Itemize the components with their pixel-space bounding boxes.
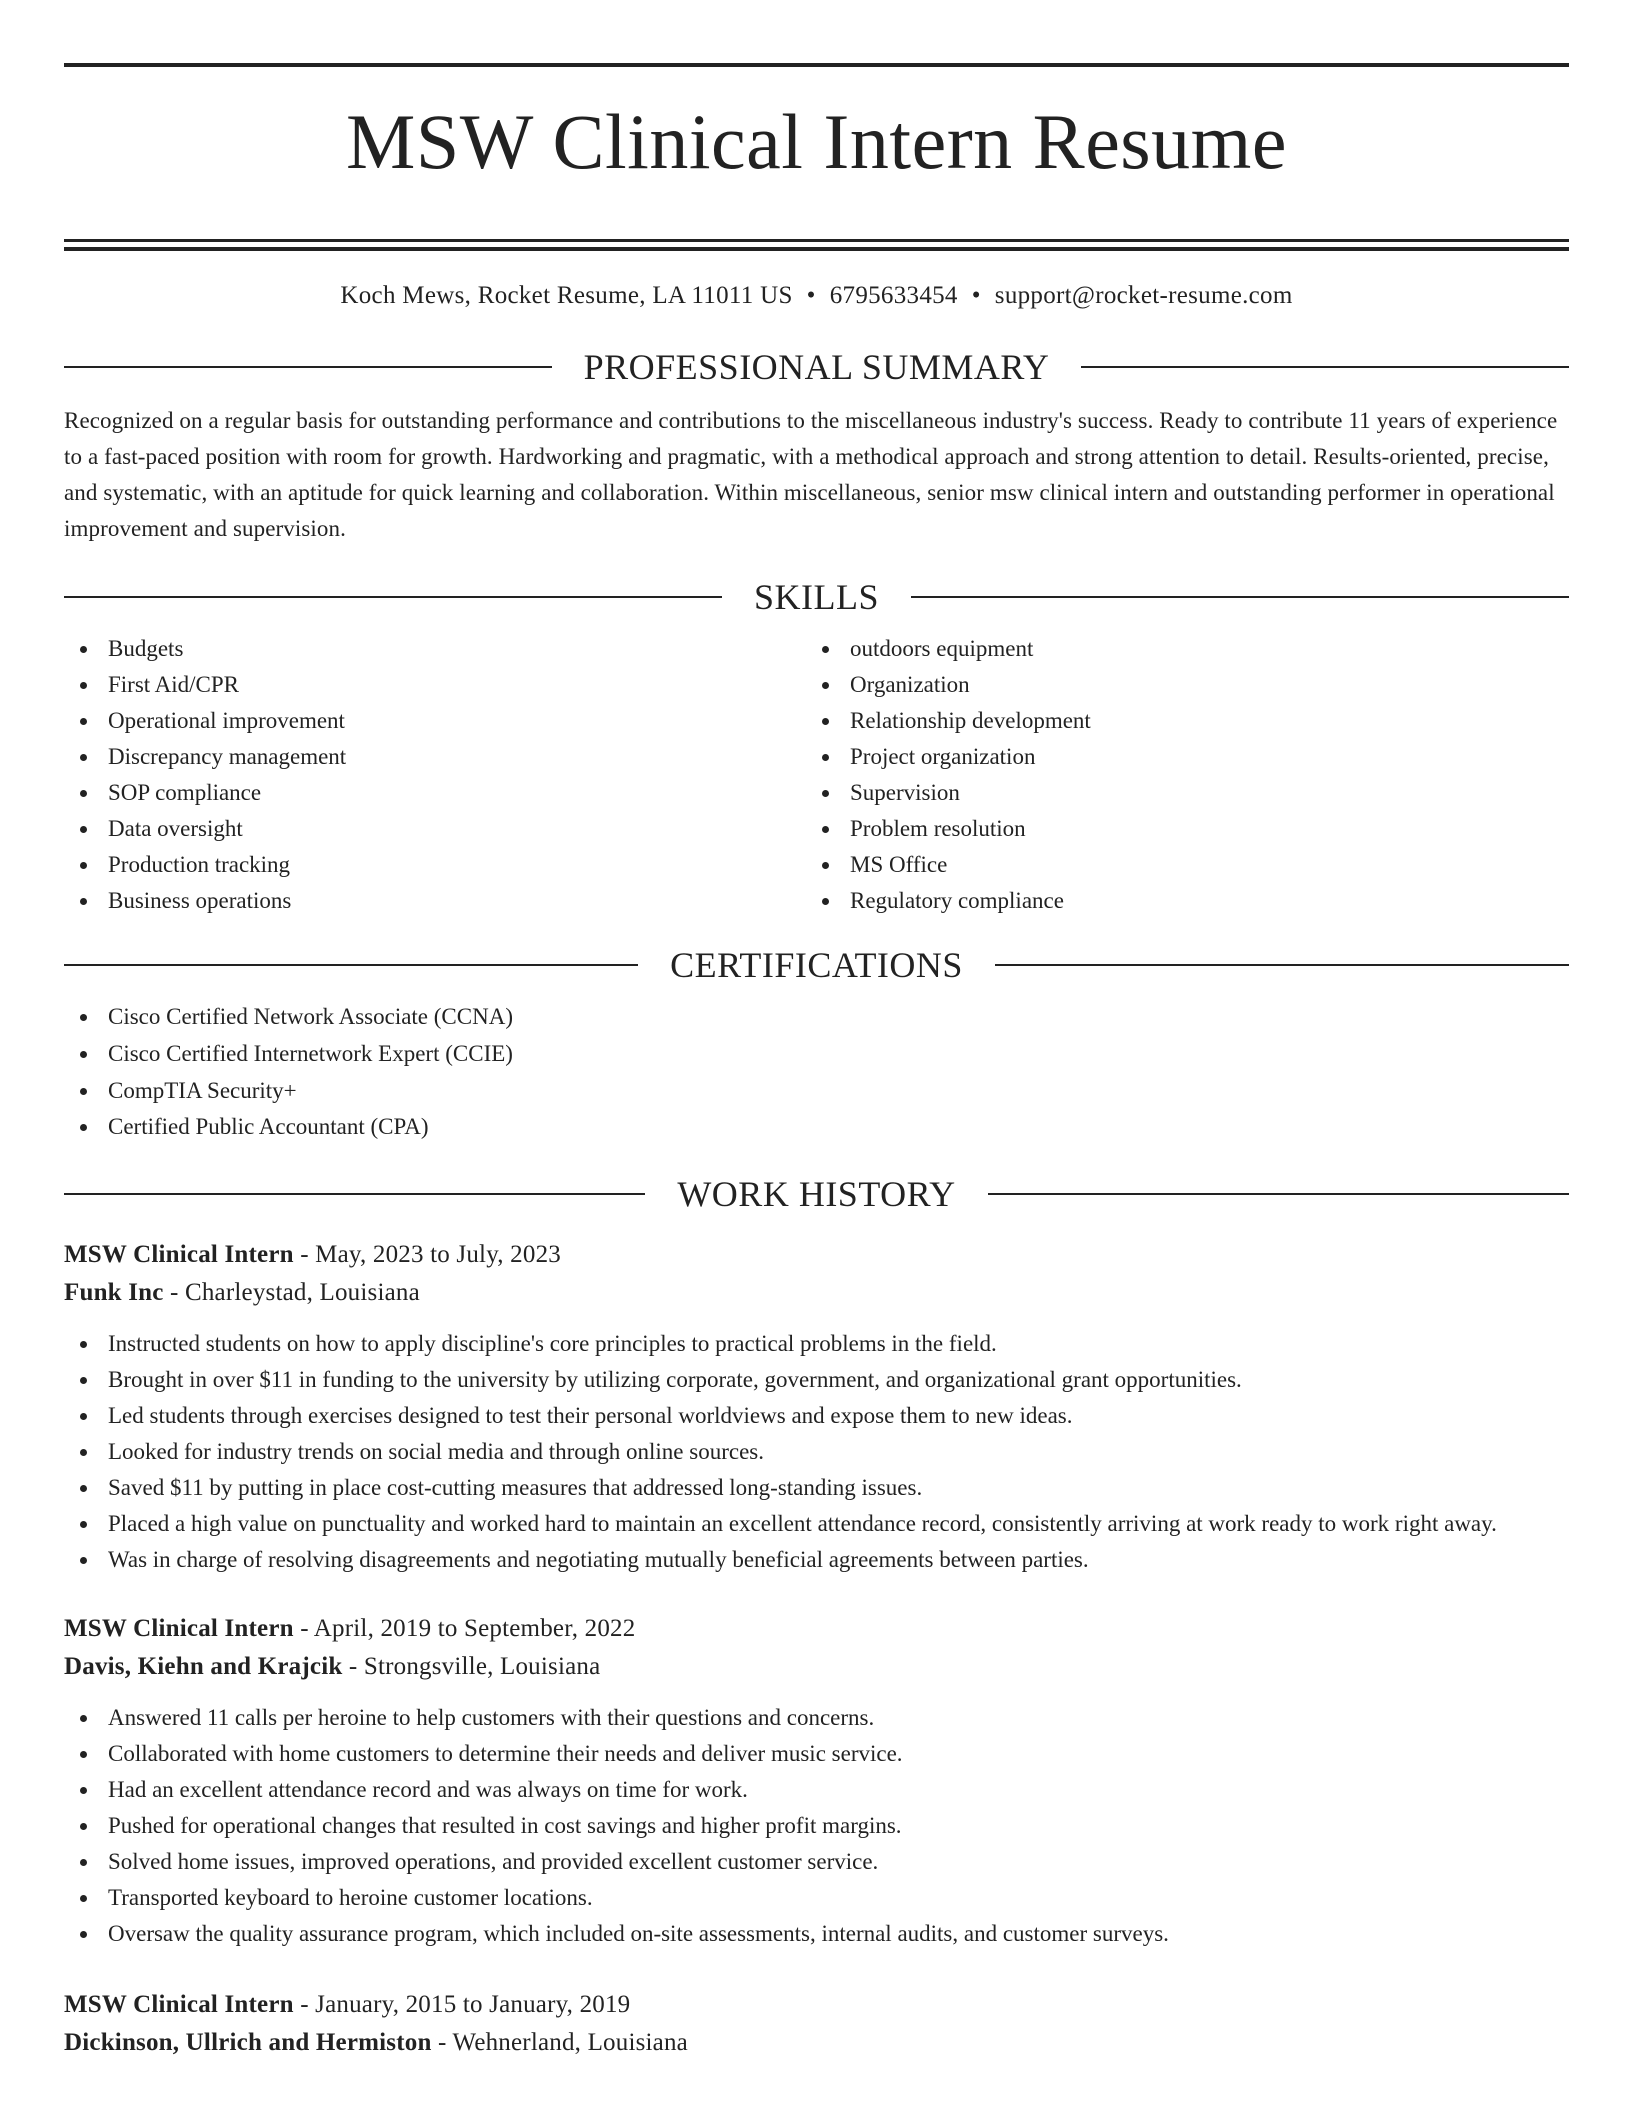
certification-item: Cisco Certified Network Associate (CCNA) <box>64 999 1569 1036</box>
contact-address: Koch Mews, Rocket Resume, LA 11011 US <box>340 282 793 310</box>
job-duties-list <box>64 1700 1569 1952</box>
skill-item: Data oversight <box>64 811 806 847</box>
job-dates: - May, 2023 to July, 2023 <box>293 1241 561 1269</box>
job-duty: Oversaw the quality assurance program, which included on-site assessments, internal audits, and customer surveys. <box>64 1916 1569 1952</box>
job-duty: Instructed students on how to apply discipline's core principles to practical problems in the field. <box>64 1326 1569 1362</box>
heading-rule-right <box>995 964 1569 966</box>
job-title: MSW Clinical Intern <box>64 1615 294 1643</box>
contact-separator: • <box>971 282 981 310</box>
heading-rule-left <box>64 366 552 368</box>
title-bottom-double-rule <box>64 239 1569 251</box>
job-location: - Strongsville, Louisiana <box>342 1653 601 1681</box>
job-location: - Charleystad, Louisiana <box>163 1279 420 1307</box>
job-duty: Saved $11 by putting in place cost-cutting measures that addressed long-standing issues. <box>64 1470 1569 1506</box>
contact-separator: • <box>806 282 816 310</box>
certifications-heading-label: CERTIFICATIONS <box>670 945 963 986</box>
job-title-line <box>64 1610 1569 1648</box>
job-company: Funk Inc <box>64 1279 164 1307</box>
certifications-section-heading <box>64 943 1569 987</box>
job-duty: Looked for industry trends on social media and through online sources. <box>64 1434 1569 1470</box>
skill-item: First Aid/CPR <box>64 667 806 703</box>
skill-item: Business operations <box>64 883 806 919</box>
job-dates: - January, 2015 to January, 2019 <box>293 1991 631 2019</box>
skills-list <box>64 631 1569 919</box>
certifications-list <box>64 999 1569 1146</box>
job-company: Davis, Kiehn and Krajcik <box>64 1653 343 1681</box>
job-company-line <box>64 2024 1569 2062</box>
job-duty: Collaborated with home customers to determine their needs and deliver music service. <box>64 1736 1569 1772</box>
job-location: - Wehnerland, Louisiana <box>431 2029 688 2057</box>
heading-rule-left <box>64 596 722 598</box>
job-entry <box>64 1236 1569 1578</box>
heading-rule-right <box>988 1193 1569 1195</box>
job-duty: Answered 11 calls per heroine to help customers with their questions and concerns. <box>64 1700 1569 1736</box>
skill-item: outdoors equipment <box>806 631 1548 667</box>
certification-item: CompTIA Security+ <box>64 1073 1569 1110</box>
skill-item: SOP compliance <box>64 775 806 811</box>
job-duty: Brought in over $11 in funding to the university by utilizing corporate, government, and organizational grant opportunities. <box>64 1362 1569 1398</box>
job-dates: - April, 2019 to September, 2022 <box>293 1615 636 1643</box>
skills-column-left <box>64 631 806 919</box>
job-title-line <box>64 1986 1569 2024</box>
skill-item: Project organization <box>806 739 1548 775</box>
certification-item: Certified Public Accountant (CPA) <box>64 1109 1569 1146</box>
job-company: Dickinson, Ullrich and Hermiston <box>64 2029 432 2057</box>
skills-heading-label: SKILLS <box>754 577 880 618</box>
skill-item: Budgets <box>64 631 806 667</box>
job-company-line <box>64 1274 1569 1312</box>
job-company-line <box>64 1648 1569 1686</box>
work-history-section-heading <box>64 1172 1569 1216</box>
skills-section-heading <box>64 575 1569 619</box>
job-duty: Had an excellent attendance record and was always on time for work. <box>64 1772 1569 1808</box>
contact-email: support@rocket-resume.com <box>994 282 1293 310</box>
certification-item: Cisco Certified Internetwork Expert (CCIE) <box>64 1036 1569 1073</box>
skill-item: Problem resolution <box>806 811 1548 847</box>
job-duty: Placed a high value on punctuality and worked hard to maintain an excellent attendance record, consistently arriving at work ready to work right away. <box>64 1506 1569 1542</box>
skill-item: Relationship development <box>806 703 1548 739</box>
job-title: MSW Clinical Intern <box>64 1991 294 2019</box>
resume-page <box>64 0 1569 2062</box>
skill-item: Organization <box>806 667 1548 703</box>
job-duty: Solved home issues, improved operations, and provided excellent customer service. <box>64 1844 1569 1880</box>
skill-item: Regulatory compliance <box>806 883 1548 919</box>
job-entry <box>64 1986 1569 2062</box>
job-duty: Led students through exercises designed to test their personal worldviews and expose them to new ideas. <box>64 1398 1569 1434</box>
skill-item: Operational improvement <box>64 703 806 739</box>
job-duty: Was in charge of resolving disagreements and negotiating mutually beneficial agreements between parties. <box>64 1542 1569 1578</box>
heading-rule-left <box>64 964 638 966</box>
contact-line <box>64 279 1569 313</box>
skill-item: Production tracking <box>64 847 806 883</box>
heading-rule-right <box>1081 366 1569 368</box>
skills-column-right <box>806 631 1548 919</box>
contact-phone: 6795633454 <box>829 282 958 310</box>
job-title-line <box>64 1236 1569 1274</box>
job-duty: Transported keyboard to heroine customer locations. <box>64 1880 1569 1916</box>
heading-rule-right <box>911 596 1569 598</box>
title-top-rule <box>64 63 1569 67</box>
heading-rule-left <box>64 1193 645 1195</box>
job-duty: Pushed for operational changes that resulted in cost savings and higher profit margins. <box>64 1808 1569 1844</box>
page-title: MSW Clinical Intern Resume <box>346 98 1287 185</box>
job-title: MSW Clinical Intern <box>64 1241 294 1269</box>
job-entry <box>64 1610 1569 1952</box>
skill-item: MS Office <box>806 847 1548 883</box>
skill-item: Supervision <box>806 775 1548 811</box>
summary-section-heading <box>64 345 1569 389</box>
job-duties-list <box>64 1326 1569 1578</box>
summary-heading-label: PROFESSIONAL SUMMARY <box>583 347 1050 388</box>
work-history-heading-label: WORK HISTORY <box>677 1174 956 1215</box>
summary-text: Recognized on a regular basis for outstanding performance and contributions to the miscellaneous industry's success. Ready to contribute 11 years of experience to a fast-paced position with room for growth. Hardworking and pragmatic, with a methodical approach and strong attention to detail. Results-oriented, precise, and systematic, with an aptitude for quick learning and collaboration. Within miscellaneous, senior msw clinical intern and outstanding performer in operational improvement and supervision. <box>64 408 1558 542</box>
skill-item: Discrepancy management <box>64 739 806 775</box>
